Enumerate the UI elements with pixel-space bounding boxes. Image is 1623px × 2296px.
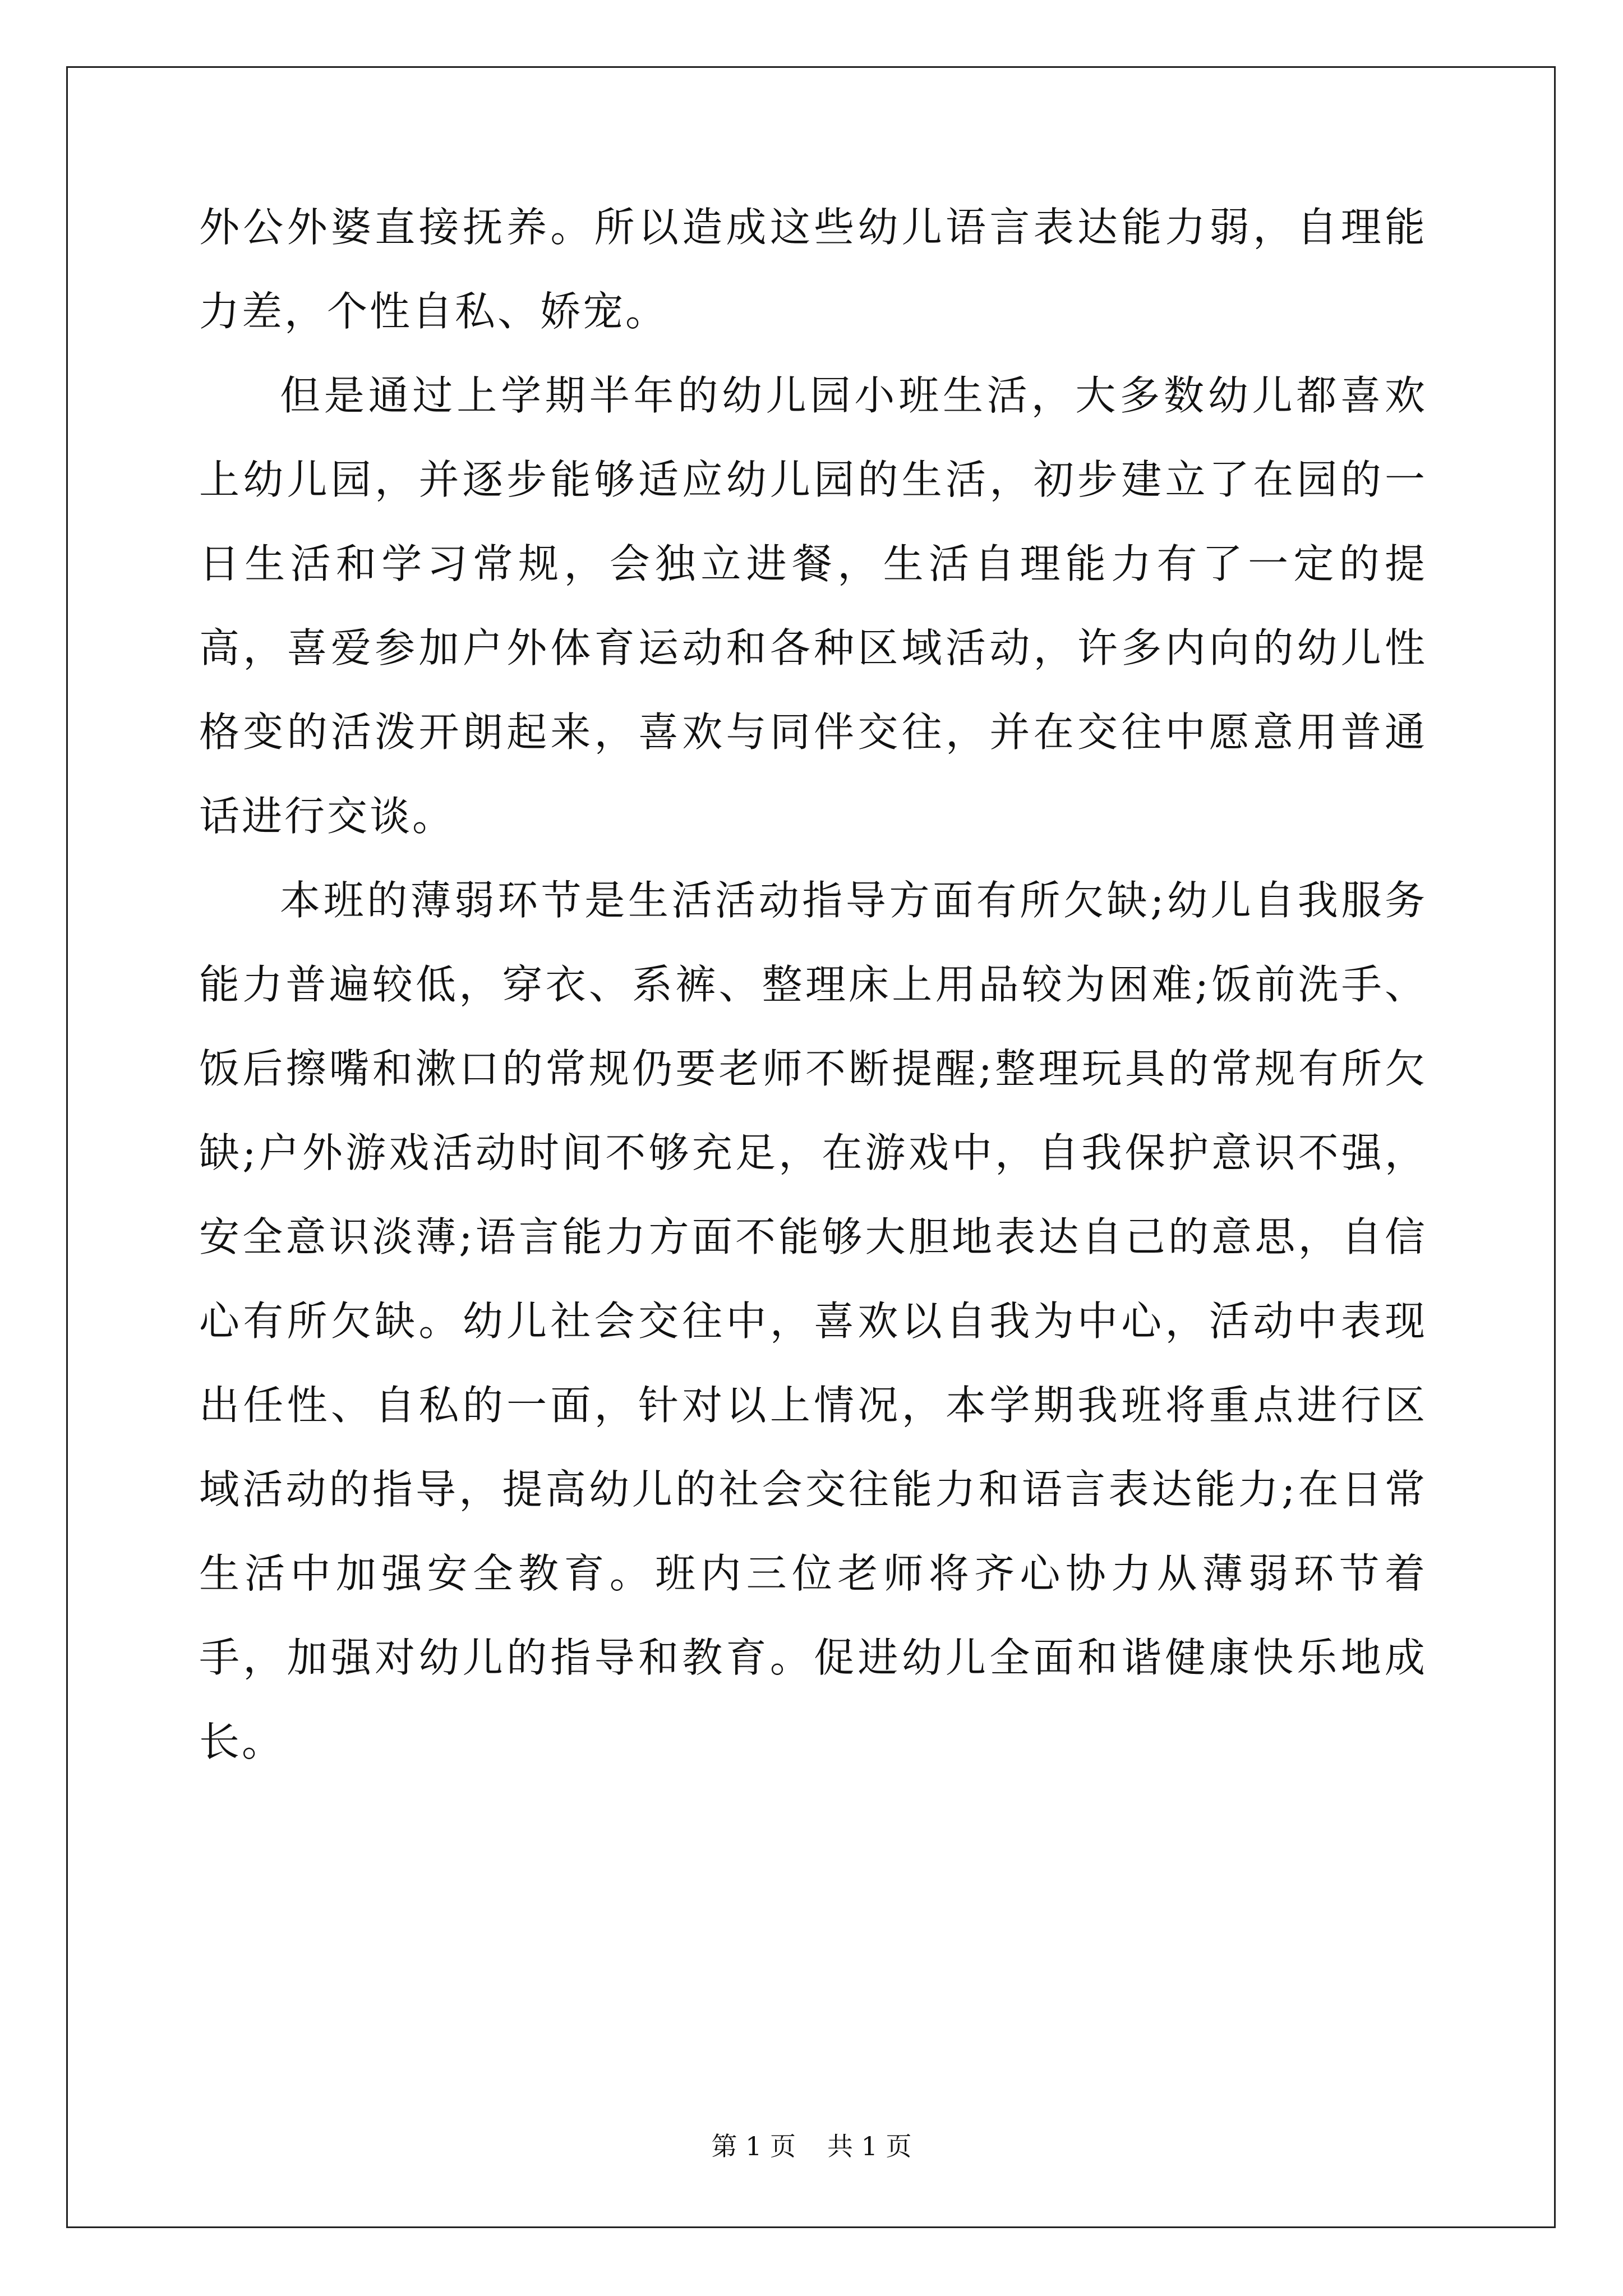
paragraph-progress: 但是通过上学期半年的幼儿园小班生活，大多数幼儿都喜欢上幼儿园，并逐步能够适应幼儿园的生活，初步建立了在园的一日生活和学习常规，会独立进餐，生活自理能力有了一定的提高，喜爱参加户外体育运动和各种区域活动，许多内向的幼儿性格变的活泼开朗起来，喜欢与同伴交往，并在交往中愿意用普通话进行交谈。 bbox=[199, 372, 1427, 840]
paragraph-weaknesses: 本班的薄弱环节是生活活动指导方面有所欠缺;幼儿自我服务能力普遍较低，穿衣、系裤、整理床上用品较为困难;饭前洗手、饭后擦嘴和漱口的常规仍要老师不断提醒;整理玩具的常规有所欠缺;户外游戏活动时间不够充足，在游戏中，自我保护意识不强，安全意识淡薄;语言能力方面不能够大胆地表达自己的意思，自信心有所欠缺。幼儿社会交往中，喜欢以自我为中心，活动中表现出任性、自私的一面，针对以上情况，本学期我班将重点进行区域活动的指导，提高幼儿的社会交往能力和语言表达能力;在日常生活中加强安全教育。班内三位老师将齐心协力从薄弱环节着手，加强对幼儿的指导和教育。促进幼儿全面和谐健康快乐地成长。 bbox=[199, 877, 1427, 1765]
paragraph-continuation: 外公外婆直接抚养。所以造成这些幼儿语言表达能力弱，自理能力差，个性自私、娇宠。 bbox=[199, 204, 1427, 335]
page-total: 共 1 页 bbox=[827, 2131, 912, 2161]
page-footer bbox=[0, 2126, 1623, 2163]
page-number: 第 1 页 bbox=[711, 2131, 796, 2161]
document-body bbox=[199, 185, 1427, 1784]
